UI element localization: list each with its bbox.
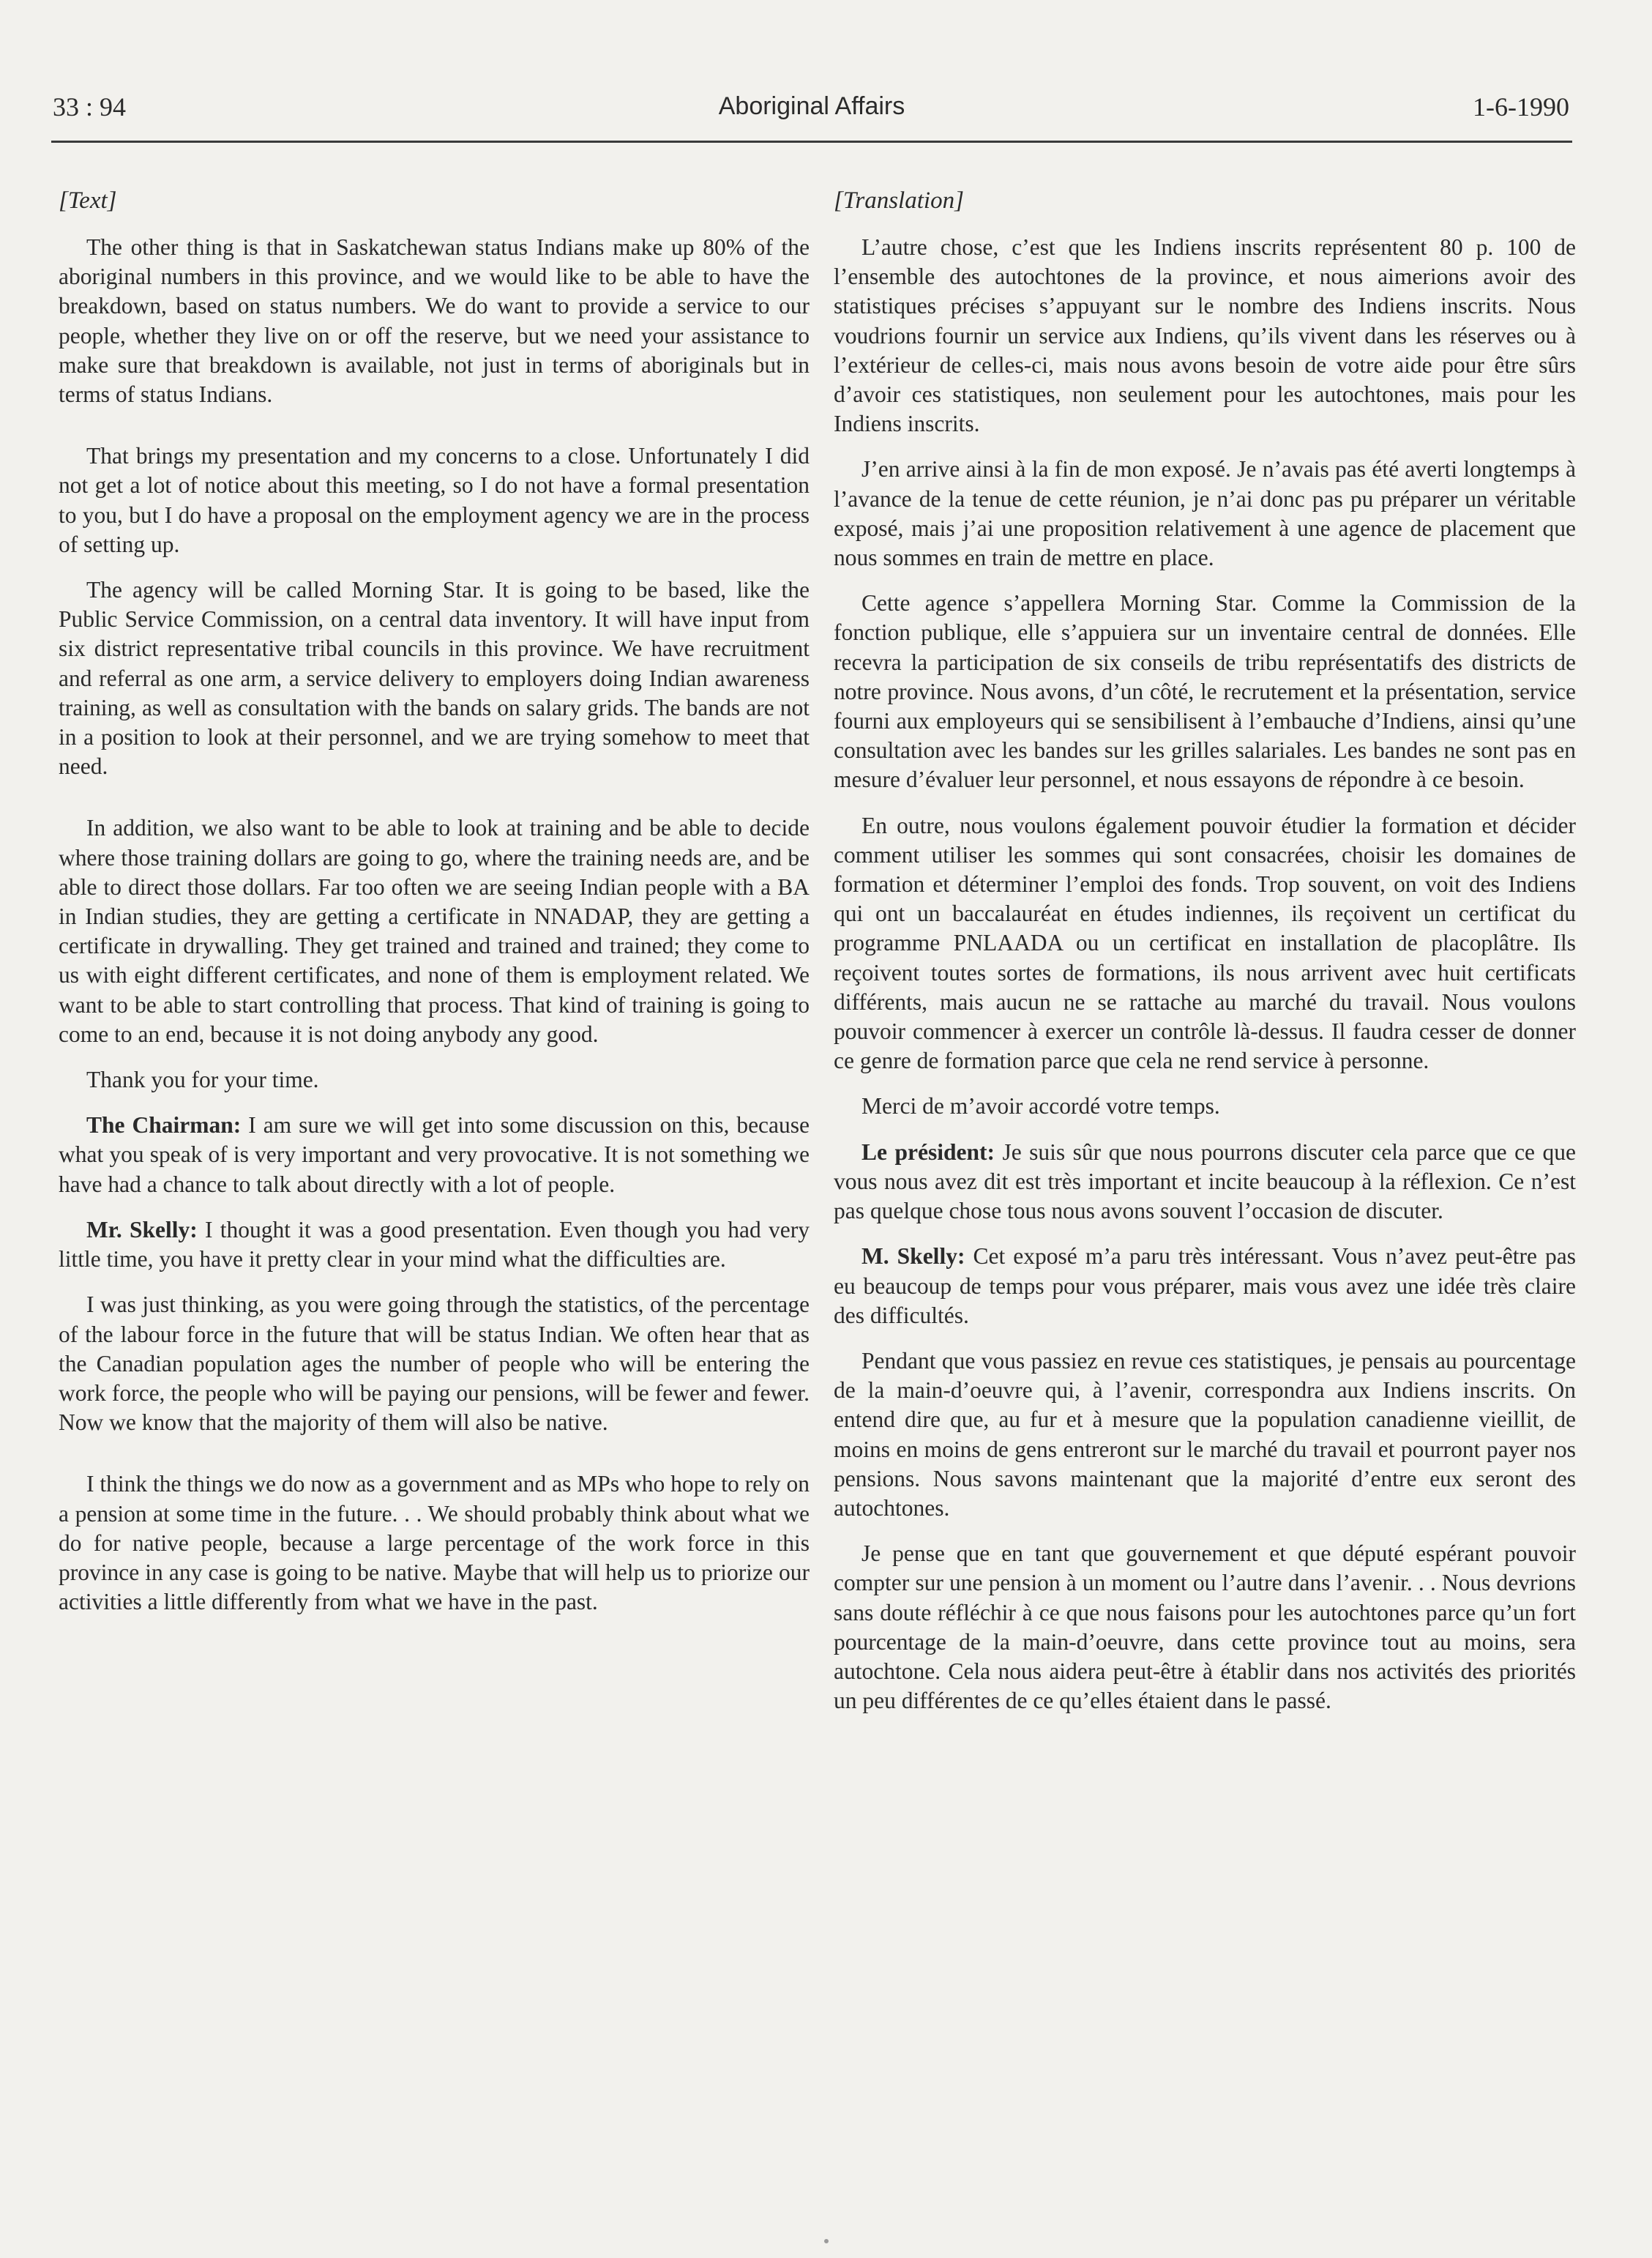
paragraph-morning-star: The agency will be called Morning Star. It is going to be based, like the Public Service Commission, on a central data inventory. It will have input from six district representative tribal councils in this province. We have recruitment and referral as one arm, a service delivery to employers doing Indian awareness training, as well as consultation with the bands on salary grids. The bands are not in a position to look at their personnel, and we are trying somehow to meet that need. bbox=[59, 577, 810, 780]
paragraph-status-breakdown: The other thing is that in Saskatchewan status Indians make up 80% of the aboriginal numbers in this province, and we would like to be able to have the breakdown, based on status numbers. We do want to provide a service to our people, whether they live on or off the reserve, but we need your assistance to make sure that breakdown is available, not just in terms of aboriginals but in terms of status Indians. bbox=[59, 234, 810, 408]
paragraph-chairman: The Chairman: I am sure we will get into some discussion on this, because what you speak of is very important and very provocative. It is not something we have had a chance to talk about directly with a lot of people. bbox=[59, 1112, 810, 1197]
column-label-text: [Text] bbox=[59, 187, 117, 214]
scan-speck bbox=[824, 2239, 829, 2243]
paragraph-skelly: Mr. Skelly: I thought it was a good presentation. Even though you had very little time, you have it pretty clear in your mind what the difficulties are. bbox=[59, 1216, 810, 1273]
speaker-name: Le président: bbox=[861, 1139, 995, 1165]
page-header bbox=[51, 86, 1572, 143]
paragraph-skelly-fr: M. Skelly: Cet exposé m’a paru très intéressant. Vous n’avez peut-être pas eu beaucoup de temps pour vous préparer, mais vous avez une idée très claire des difficultés. bbox=[834, 1243, 1576, 1328]
english-column bbox=[59, 185, 810, 1633]
page-date: 1-6-1990 bbox=[1473, 92, 1569, 122]
speaker-name: The Chairman: bbox=[86, 1112, 242, 1139]
speaker-name: Mr. Skelly: bbox=[86, 1216, 198, 1242]
speaker-name: M. Skelly: bbox=[861, 1243, 965, 1270]
paragraph-training-fr: En outre, nous voulons également pouvoir étudier la formation et décider comment utiliser les sommes qui sont consacrées, choisir les domaines de formation et déterminer l’emploi des fonds. Trop souvent, on voit des Indiens qui ont un baccalauréat en études indiennes, ils reçoivent un certificat du programme PNLAADA ou un certificat en installation de placoplâtre. Ils reçoivent toutes sortes de formations, ils nous arrivent avec huit certificats différents, mais aucun ne se rattache au marché du travail. Nous voulons pouvoir commencer à exercer un contrôle là-dessus. Il faudra cesser de donner ce genre de formation parce que cela ne rend service à personne. bbox=[834, 812, 1576, 1074]
paragraph-morning-star-fr: Cette agence s’appellera Morning Star. Comme la Commission de la fonction publique, elle s’appuiera sur un inventaire central de données. Elle recevra la participation de six conseils de tribu représentatifs des districts de notre province. Nous avons, d’un côté, le recrutement et la présentation, service fourni aux employeurs qui se sensibilisent à l’embauche d’Indiens, ainsi qu’une consultation avec les bandes sur les grilles salariales. Les bandes ne sont pas en mesure d’évaluer leur personnel, et nous essayons de répondre à ce besoin. bbox=[834, 590, 1576, 793]
paragraph-pensions-fr: Je pense que en tant que gouvernement et que député espérant pouvoir compter sur une pension à un moment ou l’autre dans l’avenir. . . Nous devrions sans doute réfléchir à ce que nous faisons pour les autochtones parce qu’un fort pourcentage de la main-d’oeuvre, dans cette province tout au moins, sera autochtone. Cela nous aidera peut-être à établir dans nos activités des priorités un peu différentes de ce qu’elles étaient dans le passé. bbox=[834, 1540, 1576, 1714]
paragraph-pensions: I think the things we do now as a government and as MPs who hope to rely on a pension at some time in the future. . . We should probably think about what we do for native people, because a large percentage of the work force in this province in any case is going to be native. Maybe that will help us to priorize our activities a little differently from what we have in the past. bbox=[59, 1471, 810, 1615]
paragraph-status-breakdown-fr: L’autre chose, c’est que les Indiens inscrits représentent 80 p. 100 de l’ensemble des autochtones de la province, et nous aimerions avoir des statistiques précises s’appuyant sur le nombre des Indiens inscrits. Nous voudrions fournir un service aux Indiens, qu’ils vivent dans les réserves ou à l’extérieur de celles-ci, mais nous avons besoin de votre aide pour être sûrs d’avoir ces statistiques, non seulement pour les autochtones, mais pour les Indiens inscrits. bbox=[834, 234, 1576, 437]
paragraph-presentation-close: That brings my presentation and my concerns to a close. Unfortunately I did not get a lot of notice about this meeting, so I do not have a formal presentation to you, but I do have a proposal on the employment agency we are in the process of setting up. bbox=[59, 443, 810, 557]
paragraph-labour-force-fr: Pendant que vous passiez en revue ces statistiques, je pensais au pourcentage de la main-d’oeuvre qui, à l’avenir, correspondra aux Indiens inscrits. On entend dire que, au fur et à mesure que la population canadienne vieillit, de moins en moins de gens entreront sur le marché du travail et pourront payer nos pensions. Nous savons maintenant que la majorité d’entre eux seront des autochtones. bbox=[834, 1347, 1576, 1521]
column-label-translation: [Translation] bbox=[834, 187, 964, 214]
paragraph-thanks: Thank you for your time. bbox=[86, 1067, 319, 1093]
paragraph-chairman-fr: Le président: Je suis sûr que nous pourrons discuter cela parce que ce que vous nous avez dit est très important et incite beaucoup à la réflexion. Ce n’est pas quelque chose tous nous avons souvent l’occasion de discuter. bbox=[834, 1139, 1576, 1224]
french-column bbox=[834, 185, 1576, 1732]
paragraph-training: In addition, we also want to be able to look at training and be able to decide where those training dollars are going to go, where the training needs are, and be able to direct those dollars. Far too often we are seeing Indian people with a BA in Indian studies, they are getting a certificate in NNADAP, they are getting a certificate in drywalling. They get trained and trained and trained; they come to us with eight different certificates, and none of them is employment related. We want to be able to start controlling that process. That kind of training is going to come to an end, because it is not doing anybody any good. bbox=[59, 815, 810, 1047]
paragraph-thanks-fr: Merci de m’avoir accordé votre temps. bbox=[861, 1093, 1220, 1119]
running-title: Aboriginal Affairs bbox=[718, 92, 905, 120]
page-number: 33 : 94 bbox=[53, 92, 127, 122]
paragraph-presentation-close-fr: J’en arrive ainsi à la fin de mon exposé. Je n’avais pas été averti longtemps à l’avance de la tenue de cette réunion, je n’ai donc pas pu préparer un véritable exposé, mais j’ai une proposition relativement à une agence de placement que nous sommes en train de mettre en place. bbox=[834, 456, 1576, 571]
paragraph-labour-force: I was just thinking, as you were going through the statistics, of the percentage of the labour force in the future that will be status Indian. We often hear that as the Canadian population ages the number of people who will be entering the work force, the people who will be paying our pensions, will be fewer and fewer. Now we know that the majority of them will also be native. bbox=[59, 1292, 810, 1436]
